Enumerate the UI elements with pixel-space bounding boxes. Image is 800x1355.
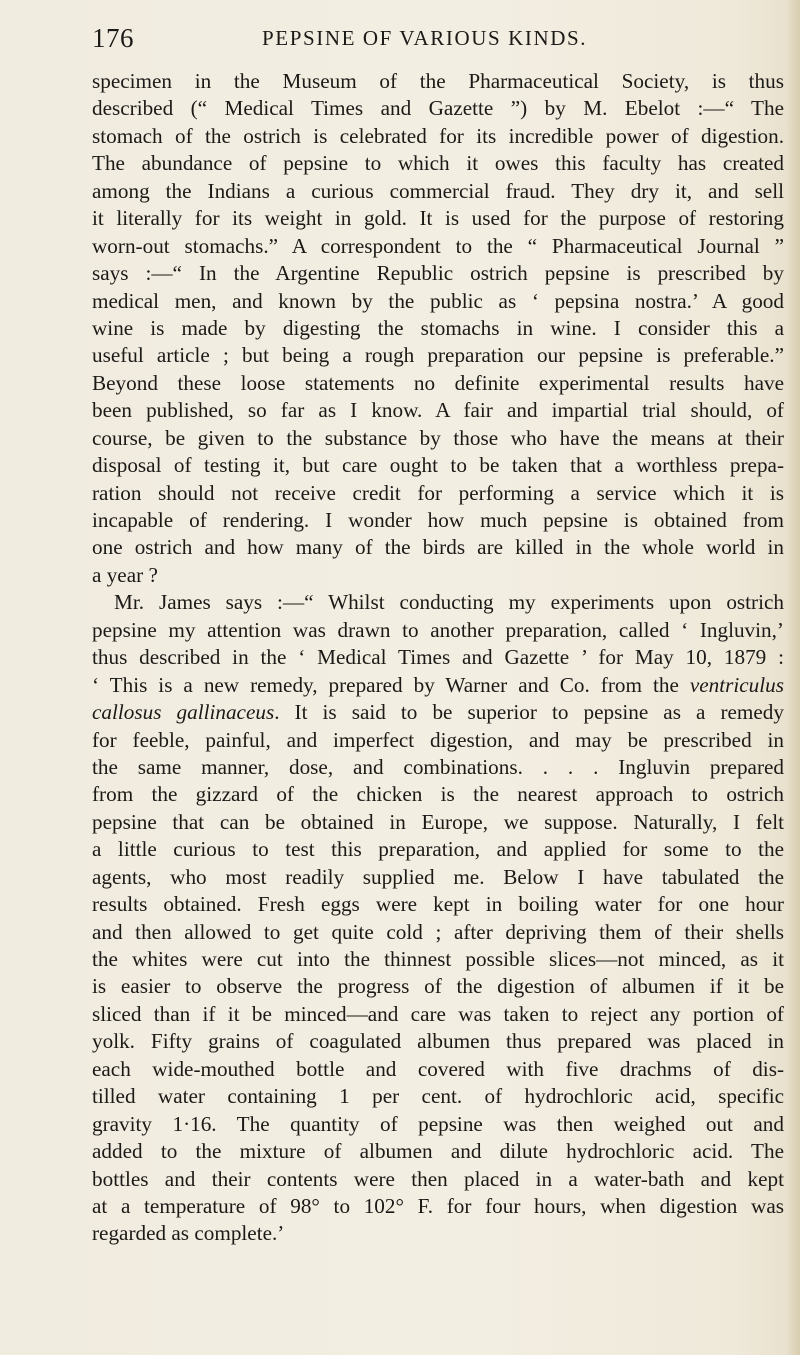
text-line: the whites were cut into the thinnest possible slices—not minced, as it — [92, 947, 784, 971]
text-line: described (“ Medical Times and Gazette ”) by M. Ebelot :—“ The — [92, 96, 784, 121]
text-line: one ostrich and how many of the birds are killed in the whole world in — [92, 535, 784, 560]
text-line: ration should not receive credit for performing a service which it is — [92, 480, 784, 505]
text-line: added to the mixture of albumen and dilute hydrochloric acid. The — [92, 1139, 784, 1164]
text-segment: . It is said to be superior to pepsine as a remedy — [274, 700, 784, 725]
paragraph-start-line: Mr. James says :—“ Whilst conducting my experiments upon ostrich — [114, 590, 784, 615]
text-line: wine is made by digesting the stomachs in wine. I consider this a — [92, 315, 784, 340]
text-line: The abundance of pepsine to which it owes this faculty has created — [92, 151, 784, 176]
text-line: specimen in the Museum of the Pharmaceutical Society, is thus — [92, 69, 784, 93]
text-line: the same manner, dose, and combinations. . . . Ingluvin prepared — [92, 754, 784, 779]
text-line: says :—“ In the Argentine Republic ostrich pepsine is prescribed by — [92, 261, 784, 286]
text-line: gravity 1·16. The quantity of pepsine was then weighed out and — [92, 1111, 784, 1136]
text-line: pepsine that can be obtained in Europe, we suppose. Naturally, I felt — [92, 809, 784, 834]
body-text — [92, 68, 784, 1248]
text-line — [92, 699, 784, 726]
page-edge-shadow — [786, 0, 800, 1355]
text-line: been published, so far as I know. A fair and impartial trial should, of — [92, 398, 784, 423]
text-line: incapable of rendering. I wonder how much pepsine is obtained from — [92, 508, 784, 532]
running-head — [92, 20, 784, 56]
text-line: results obtained. Fresh eggs were kept in boiling water for one hour — [92, 892, 784, 917]
text-line: medical men, and known by the public as ‘ pepsina nostra.’ A good — [92, 288, 784, 313]
text-line: sliced than if it be minced—and care was taken to reject any portion of — [92, 1001, 784, 1026]
text-line: is easier to observe the progress of the digestion of albumen if it be — [92, 974, 784, 999]
italic-term: ventriculus — [689, 672, 784, 697]
text-line: and then allowed to get quite cold ; after depriving them of their shells — [92, 919, 784, 944]
text-line: among the Indians a curious commercial fraud. They dry it, and sell — [92, 178, 784, 203]
running-title: PEPSINE OF VARIOUS KINDS. — [262, 26, 588, 50]
text-line: Beyond these loose statements no definite experimental results have — [92, 370, 784, 395]
text-line: stomach of the ostrich is celebrated for its incredible power of digestion. — [92, 123, 784, 148]
text-line: from the gizzard of the chicken is the nearest approach to ostrich — [92, 782, 784, 807]
text-line: course, be given to the substance by those who have the means at their — [92, 425, 784, 450]
text-line: bottles and their contents were then placed in a water-bath and kept — [92, 1166, 784, 1191]
text-line: tilled water containing 1 per cent. of hydrochloric acid, specific — [92, 1084, 784, 1109]
text-line: a little curious to test this preparation, and applied for some to the — [92, 837, 784, 862]
text-line: a year ? — [92, 562, 158, 587]
text-line: for feeble, painful, and imperfect digestion, and may be prescribed in — [92, 727, 784, 752]
text-line: disposal of testing it, but care ought to be taken that a worthless prepa- — [92, 453, 784, 478]
text-line: worn-out stomachs.” A correspondent to the “ Pharmaceutical Journal ” — [92, 233, 784, 258]
text-line: thus described in the ‘ Medical Times and Gazette ’ for May 10, 1879 : — [92, 645, 784, 670]
text-line: each wide-mouthed bottle and covered with five drachms of dis- — [92, 1056, 784, 1081]
text-line: it literally for its weight in gold. It is used for the purpose of restoring — [92, 206, 784, 231]
text-line — [92, 672, 784, 699]
page-number: 176 — [92, 23, 134, 53]
italic-term: callosus gallinaceus — [92, 700, 275, 725]
text-segment: ‘ This is a new remedy, prepared by Warner and Co. from the — [92, 672, 690, 697]
text-line: regarded as complete.’ — [92, 1221, 285, 1246]
text-line: yolk. Fifty grains of coagulated albumen thus prepared was placed in — [92, 1029, 784, 1054]
text-line: at a temperature of 98° to 102° F. for four hours, when digestion was — [92, 1193, 784, 1218]
text-line: agents, who most readily supplied me. Below I have tabulated the — [92, 864, 784, 889]
text-line: pepsine my attention was drawn to another preparation, called ‘ Ingluvin,’ — [92, 617, 784, 642]
text-line: useful article ; but being a rough preparation our pepsine is preferable.” — [92, 343, 784, 368]
